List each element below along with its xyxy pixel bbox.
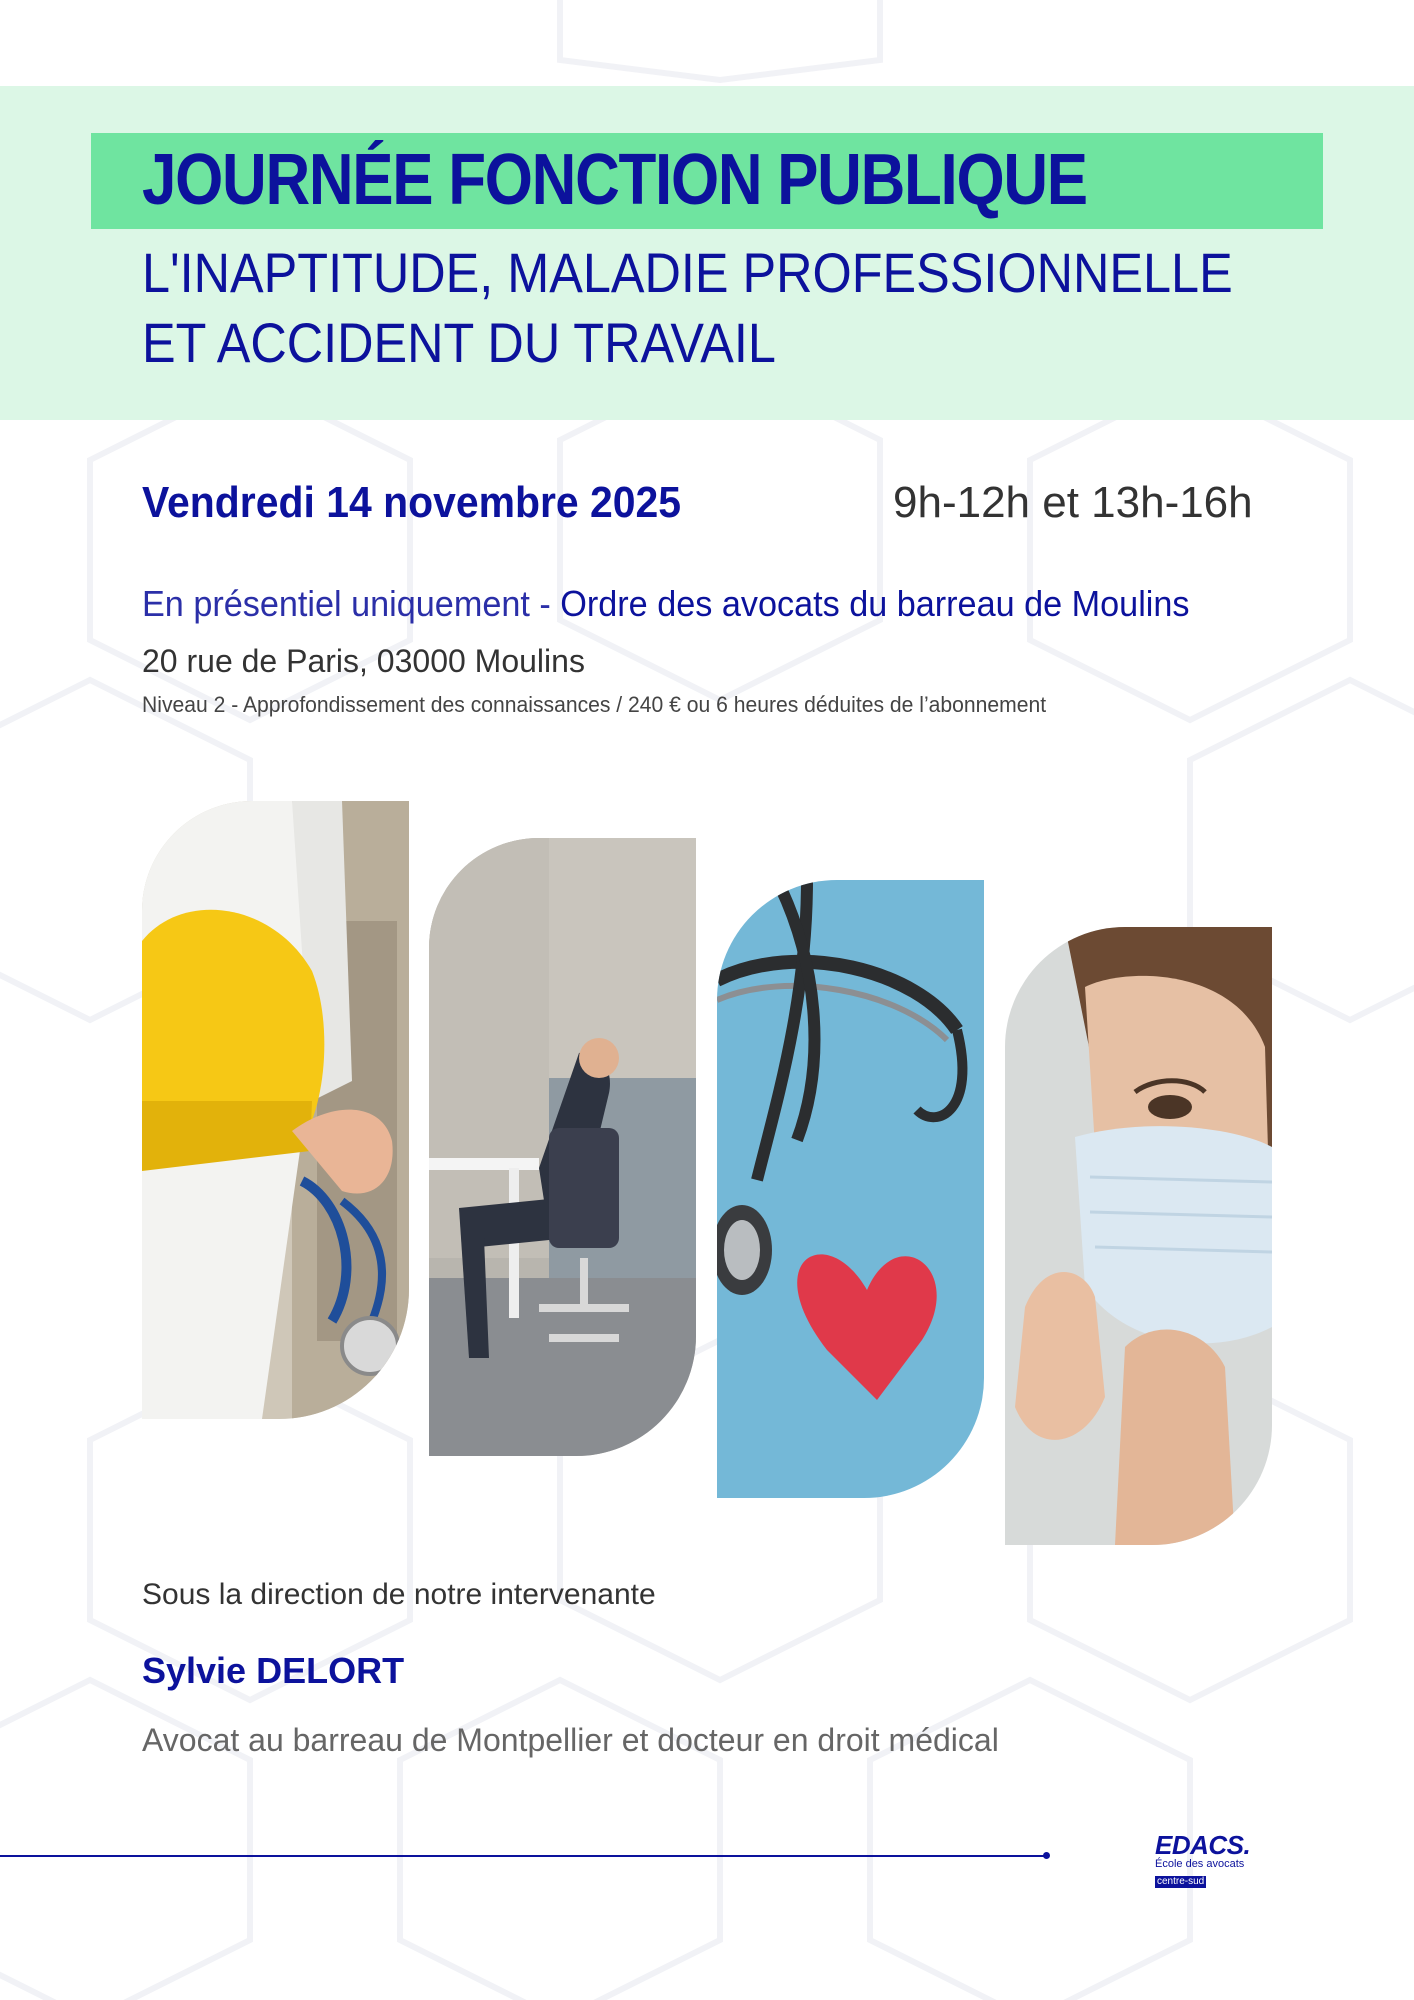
venue-address: 20 rue de Paris, 03000 Moulins (142, 643, 585, 679)
training-level-price: Niveau 2 - Approfondissement des connaissances / 240 € ou 6 heures déduites de l’abonnement (142, 692, 1047, 717)
speaker-name: Sylvie DELORT (142, 1650, 405, 1691)
venue-name: Ordre des avocats du barreau de Moulins (560, 583, 1190, 624)
subtitle-line-2: ET ACCIDENT DU TRAVAIL (142, 311, 776, 374)
modality-separator: - (529, 583, 561, 624)
logo-tagline: École des avocats (1155, 1858, 1245, 1870)
photo-doctor-hard-hat (142, 801, 409, 1419)
edacs-logo (1155, 1832, 1265, 1889)
photo-office-worker-stretching (429, 838, 696, 1456)
subtitle-line-1: L'INAPTITUDE, MALADIE PROFESSIONNELLE (142, 241, 1233, 304)
event-title: JOURNÉE FONCTION PUBLIQUE (142, 140, 1087, 220)
event-date: Vendredi 14 novembre 2025 (142, 478, 682, 527)
footer-divider-dot (1043, 1852, 1050, 1859)
photo-woman-surgical-mask (1005, 927, 1272, 1545)
speaker-intro: Sous la direction de notre intervenante (142, 1578, 656, 1611)
modality-label: En présentiel uniquement (142, 583, 530, 624)
photo-stethoscope-heart (717, 880, 984, 1498)
event-modality (142, 583, 1190, 625)
event-hours: 9h-12h et 13h-16h (893, 478, 1253, 527)
speaker-role: Avocat au barreau de Montpellier et docteur en droit médical (142, 1722, 999, 1758)
footer-divider (0, 1855, 1046, 1857)
logo-region: centre-sud (1157, 1876, 1205, 1887)
logo-wordmark: EDACS. (1155, 1830, 1251, 1860)
event-subtitle (142, 238, 1233, 378)
